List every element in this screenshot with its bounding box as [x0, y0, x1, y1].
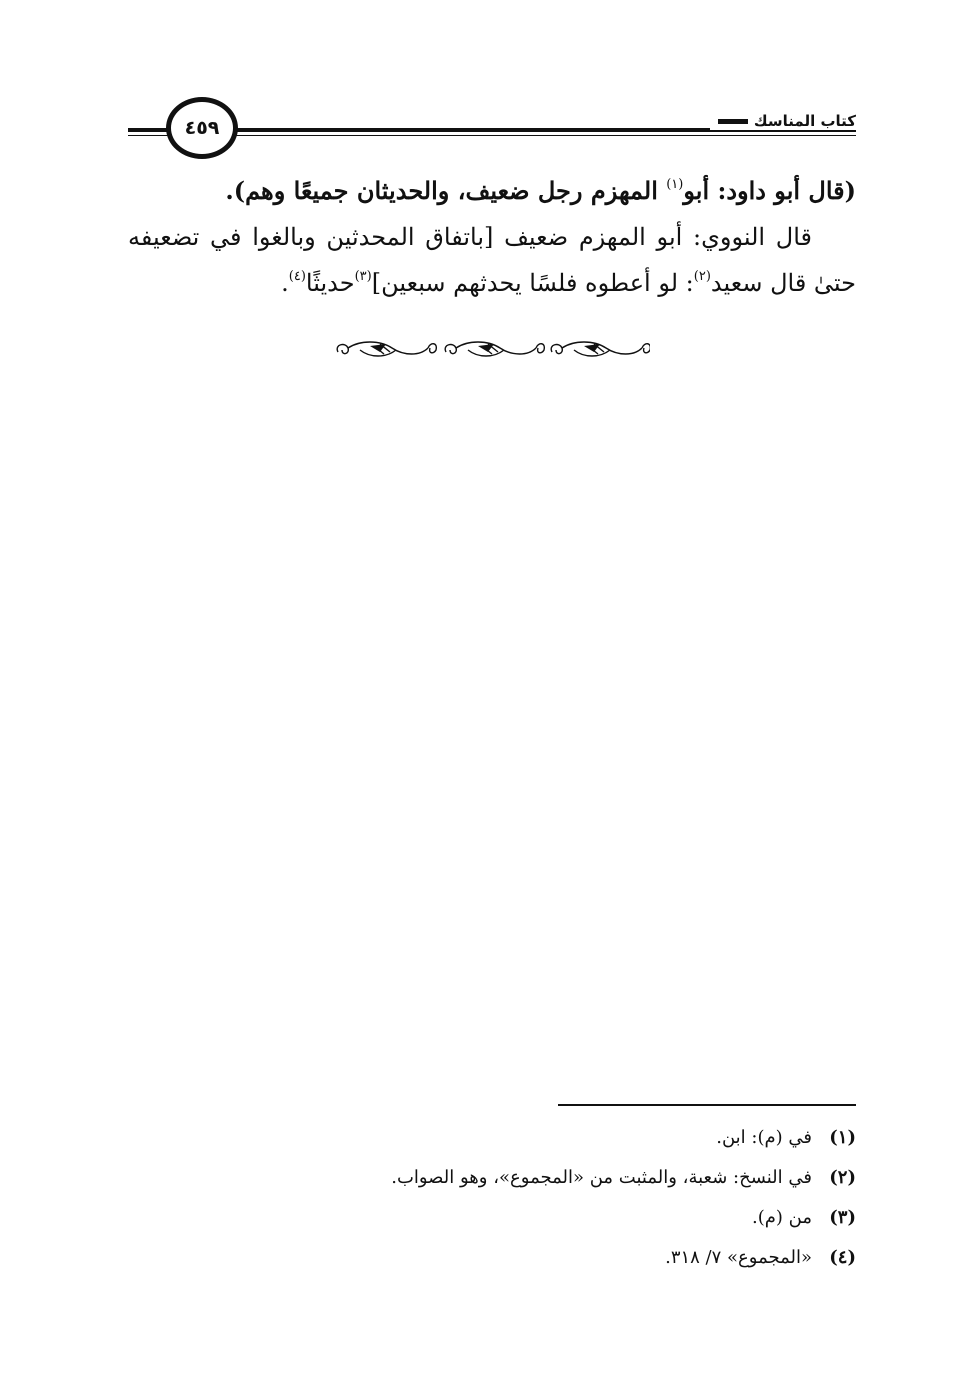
footnote-number[interactable]: (٢): [829, 1167, 856, 1188]
footnote-text: في النسخ: شعبة، والمثبت من «المجموع»، وهو الصواب.: [391, 1167, 812, 1188]
footnote-text: من (م).: [752, 1207, 812, 1228]
paragraph-nawawi: [128, 214, 856, 306]
footnote-ref-3[interactable]: (٣): [354, 269, 372, 284]
paragraph-text: قال النووي: أبو المهزم ضعيف [باتفاق المحدثين وبالغوا في تضعيفه حتىٰ قال سعيد: [128, 223, 856, 297]
footnote-text: في (م): ابن.: [716, 1127, 812, 1148]
footnotes: [200, 1118, 856, 1278]
footnote-ref-2[interactable]: (٢): [693, 269, 711, 284]
paragraph-text: حديثًا: [305, 269, 355, 297]
page-number: ٤٥٩: [184, 117, 220, 139]
main-text: [128, 168, 856, 306]
page-header: [128, 92, 856, 172]
header-dash: [718, 119, 748, 124]
paragraph-text: المهزم رجل ضعيف، والحديثان جميعًا وهم).: [225, 176, 667, 205]
paragraph-abu-dawud: [128, 168, 856, 214]
footnote-separator: [558, 1104, 856, 1106]
section-ornament-icon: [330, 334, 650, 364]
header-rule-thin: [128, 135, 856, 136]
footnote-number[interactable]: (٤): [829, 1247, 856, 1268]
ornament-motif-icon: [337, 342, 436, 356]
running-title: [710, 112, 856, 130]
paragraph-text: (قال أبو داود: أبو: [683, 176, 856, 205]
footnote-ref-4[interactable]: (٤): [288, 269, 306, 284]
ornament-motif-icon: [445, 342, 544, 356]
footnote-4: [200, 1238, 856, 1278]
paragraph-text: .: [281, 269, 289, 297]
running-title-text: كتاب المناسك: [753, 112, 856, 130]
footnote-3: [200, 1198, 856, 1238]
footnote-number[interactable]: (١): [829, 1127, 856, 1148]
paragraph-text: : لو أعطوه فلسًا يحدثهم سبعين]: [371, 269, 694, 297]
footnote-1: [200, 1118, 856, 1158]
page-number-badge: [166, 97, 238, 159]
footnote-number[interactable]: (٣): [829, 1207, 856, 1228]
ornament-motif-icon: [551, 342, 650, 356]
footnote-2: [200, 1158, 856, 1198]
footnote-text: «المجموع» ٧/ ٣١٨.: [665, 1247, 812, 1268]
footnote-ref-1[interactable]: (١): [666, 177, 684, 192]
